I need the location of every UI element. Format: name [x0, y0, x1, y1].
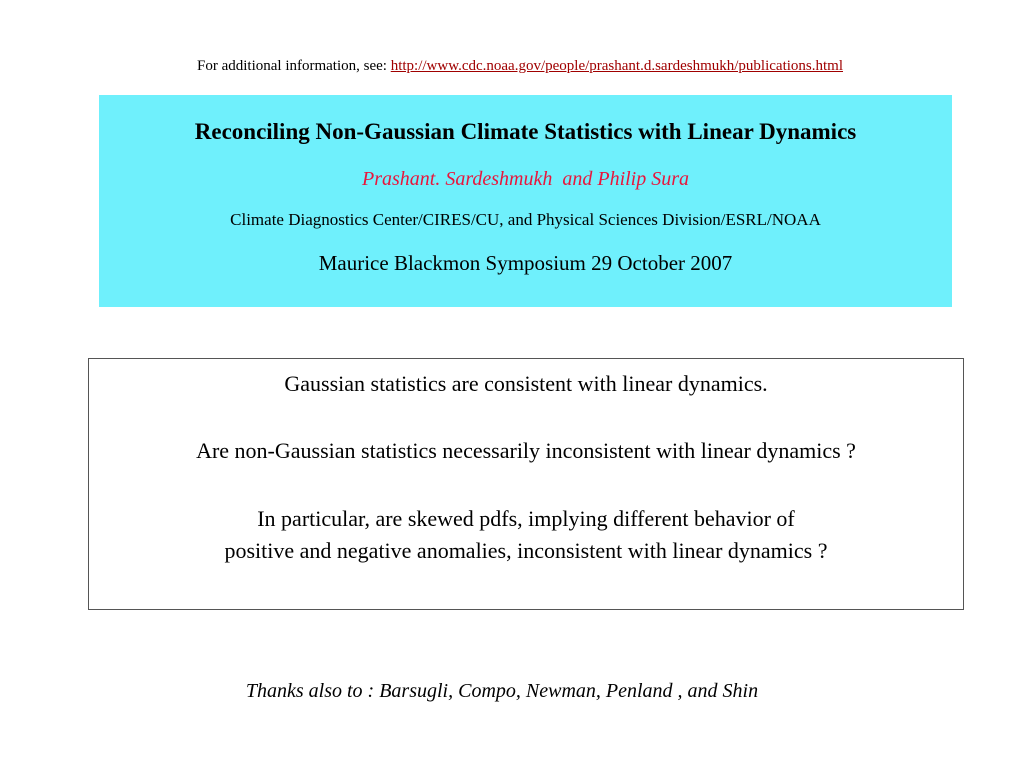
- authors: Prashant. Sardeshmukh and Philip Sura: [361, 168, 690, 190]
- title-box: [99, 95, 952, 307]
- question-skewed-pdfs: [89, 503, 963, 567]
- info-line: [0, 58, 1024, 75]
- acknowledgements: Thanks also to : Barsugli, Compo, Newman, Penland , and Shin: [245, 680, 759, 702]
- question-gaussian: Gaussian statistics are consistent with linear dynamics.: [284, 371, 768, 396]
- question-non-gaussian: Are non-Gaussian statistics necessarily inconsistent with linear dynamics ?: [196, 438, 856, 463]
- question-skewed-line-1: In particular, are skewed pdfs, implying different behavior of: [257, 506, 795, 531]
- publications-link[interactable]: http://www.cdc.noaa.gov/people/prashant.d.sardeshmukh/publications.html: [390, 58, 843, 74]
- question-skewed-line-2: positive and negative anomalies, inconsistent with linear dynamics ?: [224, 538, 828, 563]
- event-line: Maurice Blackmon Symposium 29 October 2007: [318, 251, 733, 275]
- affiliation: Climate Diagnostics Center/CIRES/CU, and Physical Sciences Division/ESRL/NOAA: [230, 210, 821, 229]
- slide-title: Reconciling Non-Gaussian Climate Statistics with Linear Dynamics: [194, 119, 857, 144]
- question-box: [88, 358, 964, 610]
- info-prefix: For additional information, see:: [197, 58, 391, 74]
